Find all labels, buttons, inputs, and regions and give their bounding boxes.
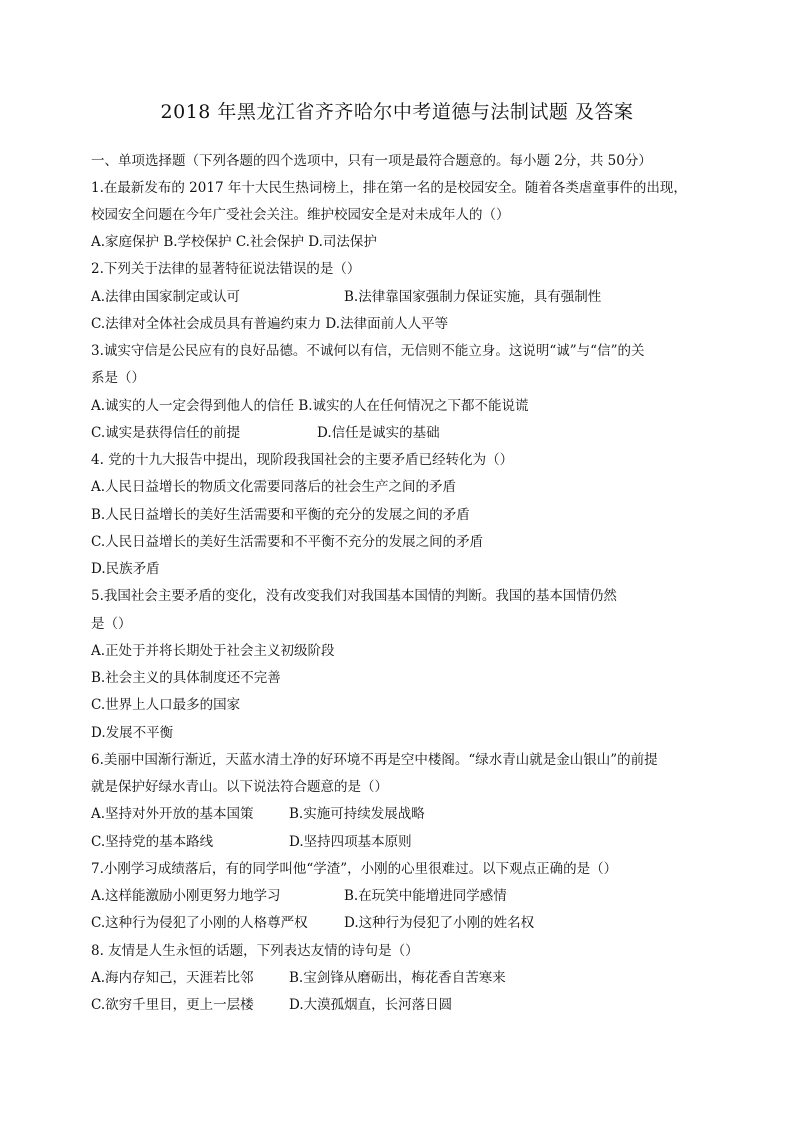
- question-7-option-c: C.这种行为侵犯了小刚的人格尊严权: [91, 915, 308, 931]
- question-2-option-a: A.法律由国家制定或认可: [91, 289, 241, 305]
- question-2-stem: 2.下列关于法律的显著特征说法错误的是（）: [91, 261, 361, 277]
- question-2-option-b: B.法律靠国家强制力保证实施，具有强制性: [344, 289, 602, 305]
- question-7-option-d: D.这种行为侵犯了小刚的姓名权: [344, 915, 535, 931]
- question-8-option-d: D.大漠孤烟直，长河落日圆: [289, 997, 453, 1013]
- question-4-stem: 4. 党的十九大报告中提出，现阶段我国社会的主要矛盾已经转化为（）: [91, 452, 514, 468]
- section-header: 一、单项选择题（下列各题的四个选项中，只有一项是最符合题意的。每小题 2分，共 50分）: [91, 153, 652, 169]
- question-6-option-c: C.坚持党的基本路线: [91, 834, 214, 850]
- question-2-options-cd: C.法律对全体社会成员具有普遍约束力 D.法律面前人人平等: [91, 316, 449, 332]
- question-5-option-a: A.正处于并将长期处于社会主义初级阶段: [91, 643, 335, 659]
- question-8-option-b: B.宝剑锋从磨砺出，梅花香自苦寒来: [289, 970, 506, 986]
- question-1-options: A.家庭保护 B.学校保护 C.社会保护 D.司法保护: [91, 234, 377, 250]
- question-8-option-a: A.海内存知己，天涯若比邻: [91, 970, 254, 986]
- question-1-stem-line-2: 校园安全问题在今年广受社会关注。维护校园安全是对未成年人的（）: [91, 207, 510, 223]
- question-6-option-d: D.坚持四项基本原则: [289, 834, 412, 850]
- question-1-stem-line-1: 1.在最新发布的 2017 年十大民生热词榜上，排在第一名的是校园安全。随着各类虐童事件的出现，: [91, 180, 687, 196]
- question-7-option-a: A.这样能激励小刚更努力地学习: [91, 888, 281, 904]
- question-3-stem-line-1: 3.诚实守信是公民应有的良好品德。不诚何以有信，无信则不能立身。这说明“诚”与“信”的关: [91, 343, 645, 359]
- question-7-option-b: B.在玩笑中能增进同学感情: [344, 888, 507, 904]
- question-3-stem-line-2: 系是（）: [91, 370, 145, 386]
- question-3-option-c: C.诚实是获得信任的前提: [91, 425, 241, 441]
- question-6-stem-line-1: 6.美丽中国渐行渐近，天蓝水清土净的好环境不再是空中楼阁。“绿水青山就是金山银山”的前提: [91, 752, 658, 768]
- question-4-option-d: D.民族矛盾: [91, 561, 160, 577]
- question-4-option-b: B.人民日益增长的美好生活需要和平衡的充分的发展之间的矛盾: [91, 507, 470, 523]
- question-5-stem-line-2: 是（）: [91, 616, 132, 632]
- question-4-option-a: A.人民日益增长的物质文化需要同落后的社会生产之间的矛盾: [91, 479, 457, 495]
- question-3-option-d: D.信任是诚实的基础: [317, 425, 440, 441]
- question-6-stem-line-2: 就是保护好绿水青山。以下说法符合题意的是（）: [91, 779, 388, 795]
- question-8-stem: 8. 友情是人生永恒的话题，下列表达友情的诗句是（）: [91, 943, 419, 959]
- question-3-options-ab: A.诚实的人一定会得到他人的信任 B.诚实的人在任何情况之下都不能说谎: [91, 398, 529, 414]
- question-6-option-a: A.坚持对外开放的基本国策: [91, 806, 254, 822]
- question-7-stem: 7.小刚学习成绩落后，有的同学叫他“学渣”，小刚的心里很难过。以下观点正确的是（）: [91, 861, 618, 877]
- page-title: 2018 年黑龙江省齐齐哈尔中考道德与法制试题 及答案: [160, 101, 634, 123]
- question-5-stem-line-1: 5.我国社会主要矛盾的变化，没有改变我们对我国基本国情的判断。我国的基本国情仍然: [91, 588, 617, 604]
- question-8-option-c: C.欲穷千里目，更上一层楼: [91, 997, 254, 1013]
- question-6-option-b: B.实施可持续发展战略: [289, 806, 425, 822]
- question-5-option-d: D.发展不平衡: [91, 725, 174, 741]
- question-4-option-c: C.人民日益增长的美好生活需要和不平衡不充分的发展之间的矛盾: [91, 534, 484, 550]
- question-5-option-c: C.世界上人口最多的国家: [91, 697, 241, 713]
- question-5-option-b: B.社会主义的具体制度还不完善: [91, 670, 281, 686]
